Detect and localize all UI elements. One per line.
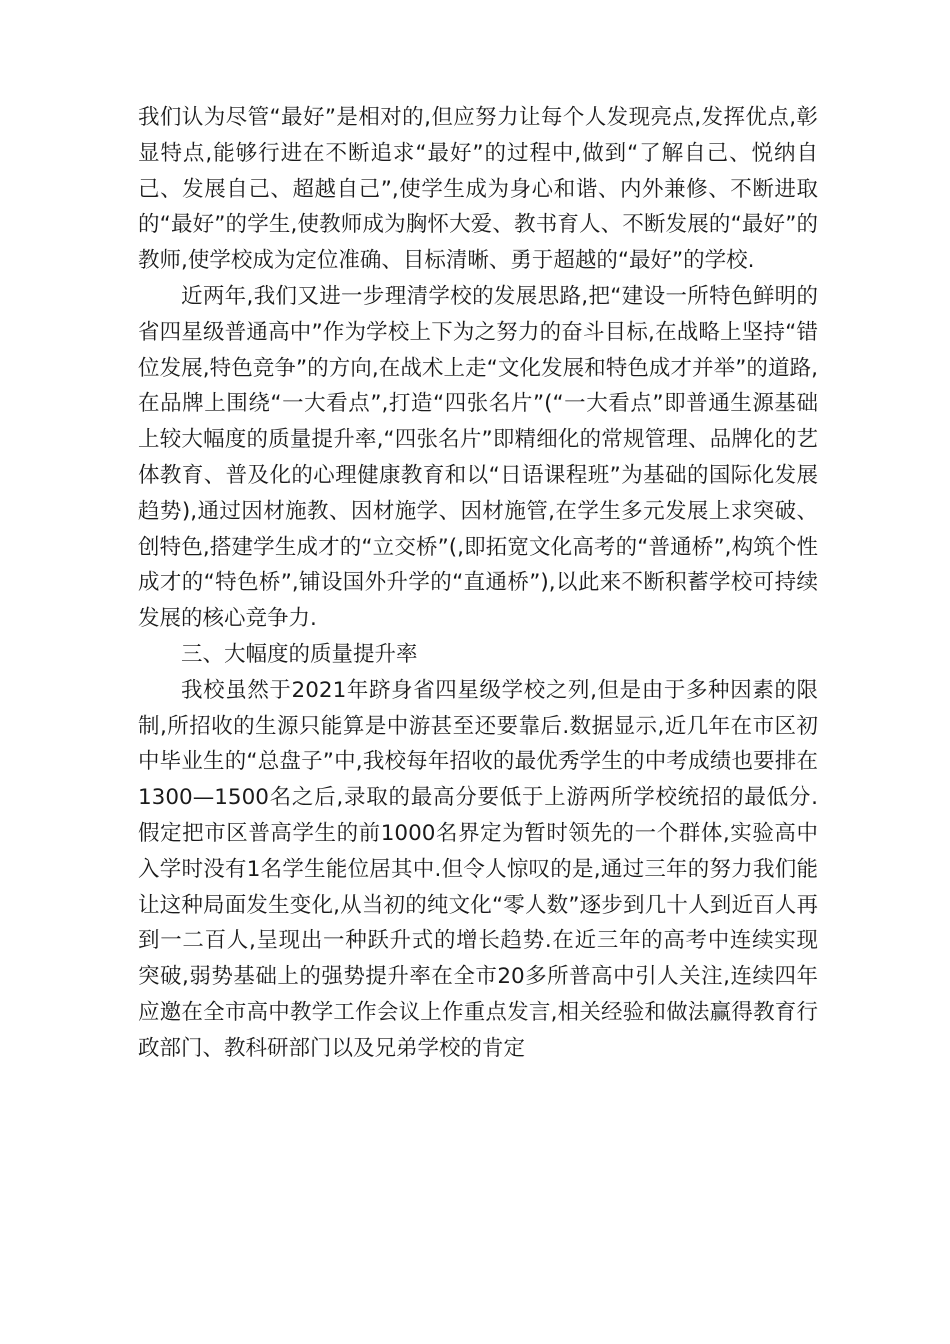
paragraph-development-strategy: 近两年,我们又进一步理清学校的发展思路,把“建设一所特色鲜明的省四星级普通高中”作为学校上下为之努力的奋斗目标,在战略上坚持“错位发展,特色竞争”的方向,在战术上走“文化发展和特色成才并举”的道路,在品牌上围绕“一大看点”,打造“四张名片”(“一大看点”即普通生源基础上较大幅度的质量提升率,“四张名片”即精细化的常规管理、品牌化的艺体教育、普及化的心理健康教育和以“日语课程班”为基础的国际化发展趋势),通过因材施教、因材施学、因材施管,在学生多元发展上求突破、创特色,搭建学生成才的“立交桥”(,即拓宽文化高考的“普通桥”,构筑个性成才的“特色桥”,铺设国外升学的“直通桥”),以此来不断积蓄学校可持续发展的核心竞争力. [138, 283, 818, 632]
paragraph-goals: 我们认为尽管“最好”是相对的,但应努力让每个人发现亮点,发挥优点,彰显特点,能够行进在不断追求“最好”的过程中,做到“了解自己、悦纳自己、发展自己、超越自己”,使学生成为身心和谐、内外兼修、不断进取的“最好”的学生,使教师成为胸怀大爱、教书育人、不断发展的“最好”的教师,使学校成为定位准确、目标清晰、勇于超越的“最好”的学校. [138, 105, 818, 274]
paragraph-quality-improvement: 我校虽然于2021年跻身省四星级学校之列,但是由于多种因素的限制,所招收的生源只能算是中游甚至还要靠后.数据显示,近几年在市区初中毕业生的“总盘子”中,我校每年招收的最优秀学生的中考成绩也要排在1300—1500名之后,录取的最高分要低于上游两所学校统招的最低分.假定把市区普高学生的前1000名界定为暂时领先的一个群体,实验高中入学时没有1名学生能位居其中.但令人惊叹的是,通过三年的努力我们能让这种局面发生变化,从当初的纯文化“零人数”逐步到几十人到近百人再到一二百人,呈现出一种跃升式的增长趋势.在近三年的高考中连续实现突破,弱势基础上的强势提升率在全市20多所普高中引人关注,连续四年应邀在全市高中教学工作会议上作重点发言,相关经验和做法赢得教育行政部门、教科研部门以及兄弟学校的肯定 [138, 677, 818, 1061]
document-page [138, 100, 818, 1067]
section-heading: 三、大幅度的质量提升率 [181, 641, 418, 667]
